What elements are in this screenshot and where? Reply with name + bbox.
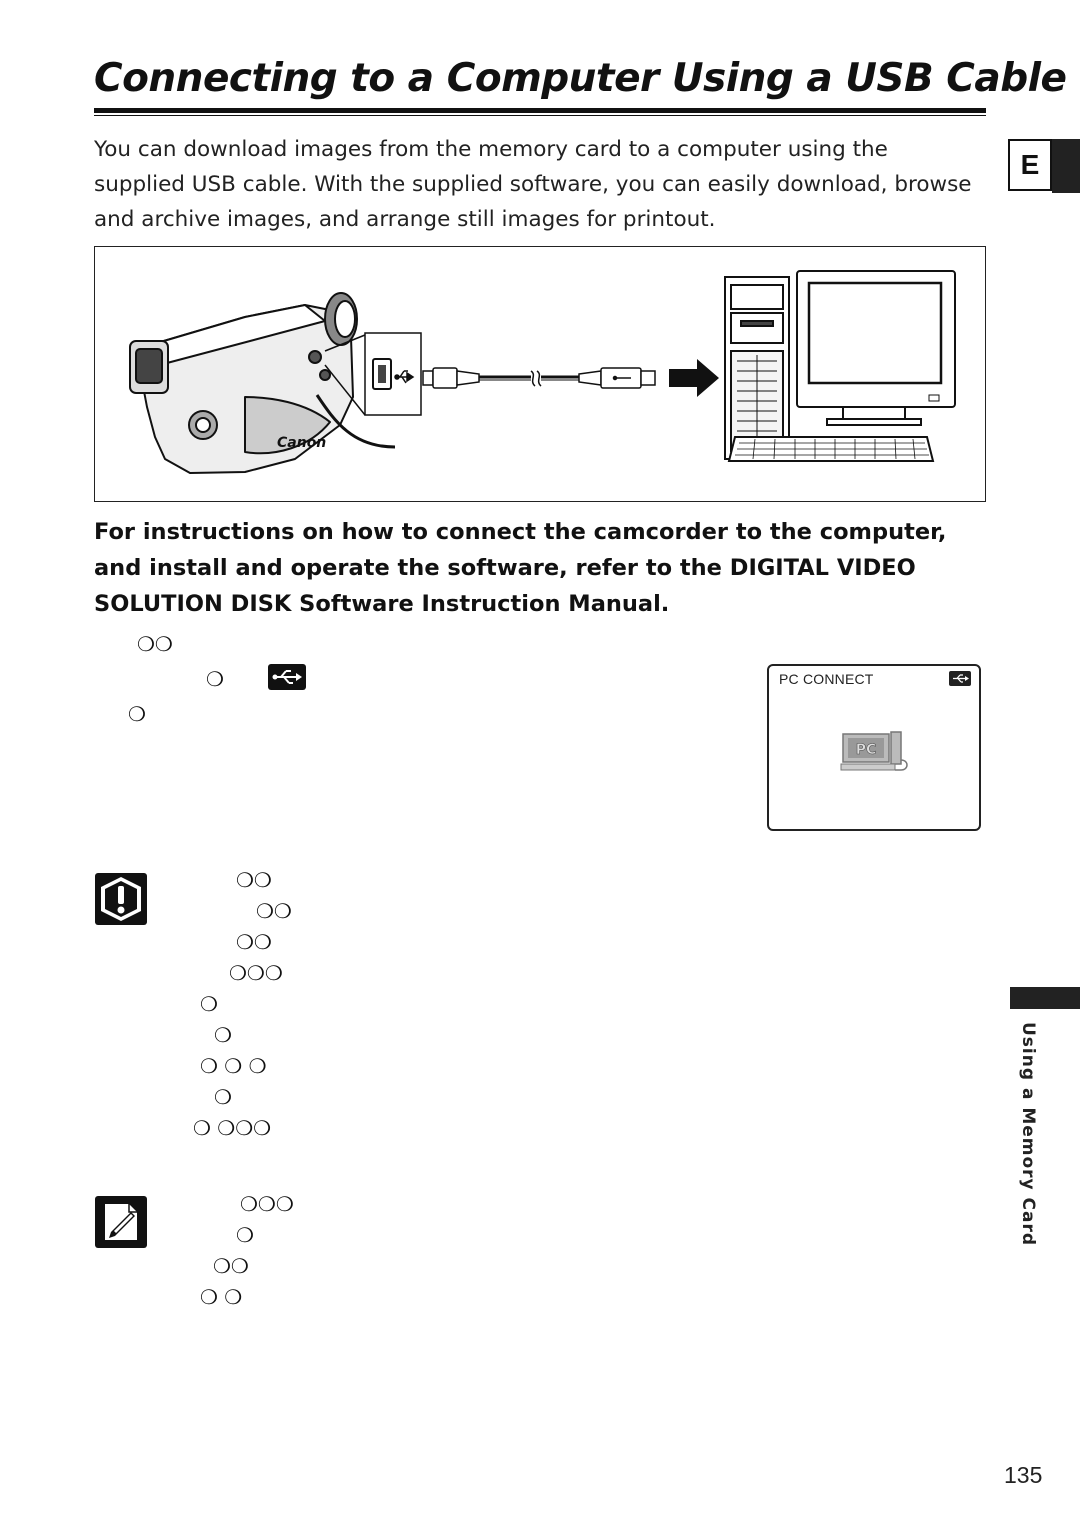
caution-glyphs-3: ❍❍ [236, 930, 272, 954]
instruction-paragraph: For instructions on how to connect the camcorder to the computer, and install and operate the software, refer to the DIGITAL VIDEO SOLUTION DISK Software Instruction Manual. [94, 519, 947, 617]
monitor-icon [797, 271, 955, 425]
caution-glyphs-9: ❍ ❍❍❍ [193, 1116, 272, 1140]
step-1-glyphs: ❍❍ [137, 632, 173, 656]
note-glyphs-3: ❍❍ [213, 1254, 249, 1278]
page-number: 135 [1004, 1462, 1043, 1488]
usb-cable-icon [423, 368, 655, 388]
usb-symbol-icon [949, 671, 971, 686]
title-underline-thin [94, 115, 986, 116]
caution-glyphs-4: ❍❍❍ [229, 961, 283, 985]
note-glyphs-1: ❍❍❍ [240, 1192, 294, 1216]
note-glyphs-2: ❍ [236, 1223, 254, 1247]
caution-glyphs-1: ❍❍ [236, 868, 272, 892]
page-title: Connecting to a Computer Using a USB Cable [94, 56, 1067, 101]
computer-tower-icon [725, 277, 789, 459]
caution-glyphs-5: ❍ [200, 992, 218, 1016]
screen-label: PC CONNECT [779, 671, 874, 687]
title-underline [94, 108, 986, 113]
svg-text:PC: PC [855, 742, 877, 758]
note-pencil-icon [95, 1196, 147, 1248]
arrow-right-icon [669, 359, 719, 397]
step-2-glyphs: ❍ [206, 667, 224, 691]
section-label: Using a Memory Card [1018, 1022, 1038, 1247]
caution-glyphs-6: ❍ [214, 1023, 232, 1047]
connection-diagram [95, 247, 987, 503]
language-tab-bar [1052, 139, 1080, 193]
svg-text:Canon: Canon [277, 435, 327, 451]
caution-icon [95, 873, 147, 925]
note-glyphs-4: ❍ ❍ [200, 1285, 243, 1309]
step-3-glyphs: ❍ [128, 702, 146, 726]
language-tab: E [1008, 139, 1052, 191]
caution-glyphs-2: ❍❍ [256, 899, 292, 923]
intro-paragraph: You can download images from the memory card to a computer using the supplied USB cable. With the supplied software, you can easily download, browse and archive images, and arrange still images for printout. [94, 137, 972, 232]
camcorder-icon [130, 293, 395, 473]
section-marker-bar [1010, 987, 1080, 1009]
connection-illustration [94, 246, 986, 502]
caution-glyphs-8: ❍ [214, 1085, 232, 1109]
pc-connection-icon [839, 730, 911, 774]
usb-symbol-icon [268, 664, 306, 690]
keyboard-icon [729, 437, 933, 461]
pc-connect-screen [767, 664, 981, 831]
caution-glyphs-7: ❍ ❍ ❍ [200, 1054, 267, 1078]
